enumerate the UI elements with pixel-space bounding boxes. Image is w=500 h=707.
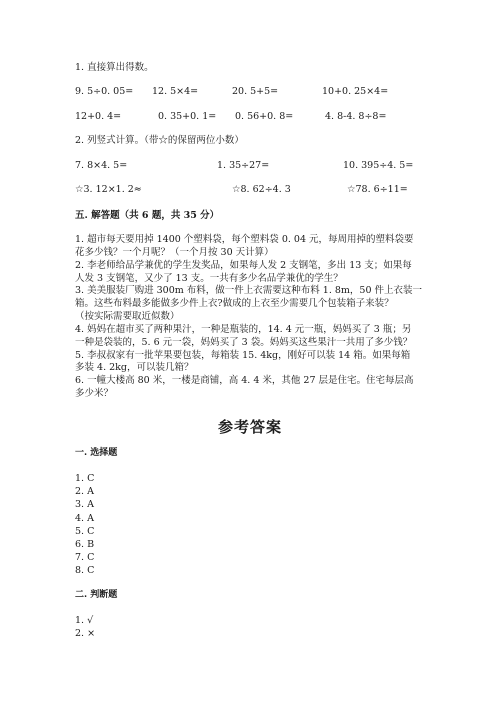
answer-item: 5. C [75, 525, 95, 537]
word-problems [75, 234, 433, 401]
problem: 20. 5+5= [232, 86, 279, 97]
mental-math-row-2 [75, 111, 435, 125]
problem: 9. 5÷0. 05= [75, 86, 134, 97]
problem: 1. 35÷27= [217, 160, 270, 171]
word-problem-line: 箱。这些布料最多能做多少件上衣?做成的上衣至少需要几个包装箱子来装？ [75, 298, 394, 310]
word-problem-line: 1. 超市每天要用掉 1400 个塑料袋，每个塑料袋 0. 04 元，每周用掉的塑料袋要 [75, 234, 414, 245]
problem: 12+0. 4= [75, 111, 122, 122]
word-problem-line: （按实际需要取近似数） [75, 311, 180, 323]
problem: 4. 8-4. 8÷8= [325, 111, 387, 122]
answers-judge-heading: 二. 判断题 [75, 590, 118, 600]
mental-math-row-1 [75, 86, 435, 100]
answer-item: 2. A [75, 486, 94, 498]
problem: 7. 8×4. 5= [75, 160, 128, 171]
problem: ☆78. 6÷11= [347, 184, 408, 195]
problem: 0. 35+0. 1= [158, 111, 217, 122]
word-problem-line: 3. 美美服装厂购进 300m 布料，做一件上衣需要这种布料 1. 8m，50 件上衣装一 [75, 285, 423, 297]
answer-title: 参考答案 [217, 418, 282, 436]
answers-judge-list [75, 615, 95, 641]
answers-choice-heading: 一. 选择题 [75, 448, 118, 458]
vertical-calc-row-2 [75, 184, 435, 198]
answer-item: 7. C [75, 552, 95, 564]
problem: ☆8. 62÷4. 3 [232, 184, 291, 195]
problem: 0. 56+0. 8= [235, 111, 294, 122]
answer-item: 1. C [75, 473, 95, 484]
problem: ☆3. 12×1. 2≈ [75, 184, 142, 195]
answer-item: 8. C [75, 565, 95, 577]
answer-item: 1. √ [75, 615, 94, 626]
answers-choice-list [75, 473, 94, 579]
answer-item: 6. B [75, 538, 95, 550]
word-problem-line: 人发 3 支钢笔，又少了 13 支。一共有多少名品学兼优的学生？ [75, 272, 343, 284]
problem: 10. 395÷4. 5= [343, 160, 414, 171]
answer-item: 4. A [75, 512, 94, 524]
problem: 12. 5×4= [152, 86, 199, 97]
section2-heading: 2. 列竖式计算。（带☆的保留两位小数） [75, 135, 244, 146]
word-problem-line: 2. 李老师给品学兼优的学生发奖品，如果每人发 2 支钢笔，多出 13 支；如果每 [75, 259, 412, 271]
word-problem-line: 4. 妈妈在超市买了两种果汁，一种是瓶装的，14. 4 元一瓶，妈妈买了 3 瓶；另 [75, 323, 412, 335]
word-problem-line: 多少米？ [75, 388, 114, 400]
answer-item: 2. × [75, 628, 96, 640]
section1-heading: 1. 直接算出得数。 [75, 62, 154, 73]
problem: 10+0. 25×4= [322, 86, 389, 97]
section5-heading: 五. 解答题（共 6 题，共 35 分） [75, 210, 220, 221]
answer-item: 3. A [75, 499, 94, 511]
word-problem-line: 5. 李叔叔家有一批苹果要包装，每箱装 15. 4kg，刚好可以装 14 箱。如果每箱 [75, 349, 411, 361]
word-problem-line: 花多少钱？一个月呢？（一个月按 30 天计算） [75, 246, 274, 258]
vertical-calc-row-1 [75, 160, 435, 174]
word-problem-line: 一种是袋装的，5. 6 元一袋，妈妈买了 3 袋。妈妈买这些果汁一共用了多少钱？ [75, 336, 413, 348]
word-problem-line: 多装 4. 2kg，可以装几箱？ [75, 362, 194, 374]
word-problem-line: 6. 一幢大楼高 80 米，一楼是商铺，高 4. 4 米，其他 27 层是住宅。住宅每层高 [75, 375, 414, 387]
